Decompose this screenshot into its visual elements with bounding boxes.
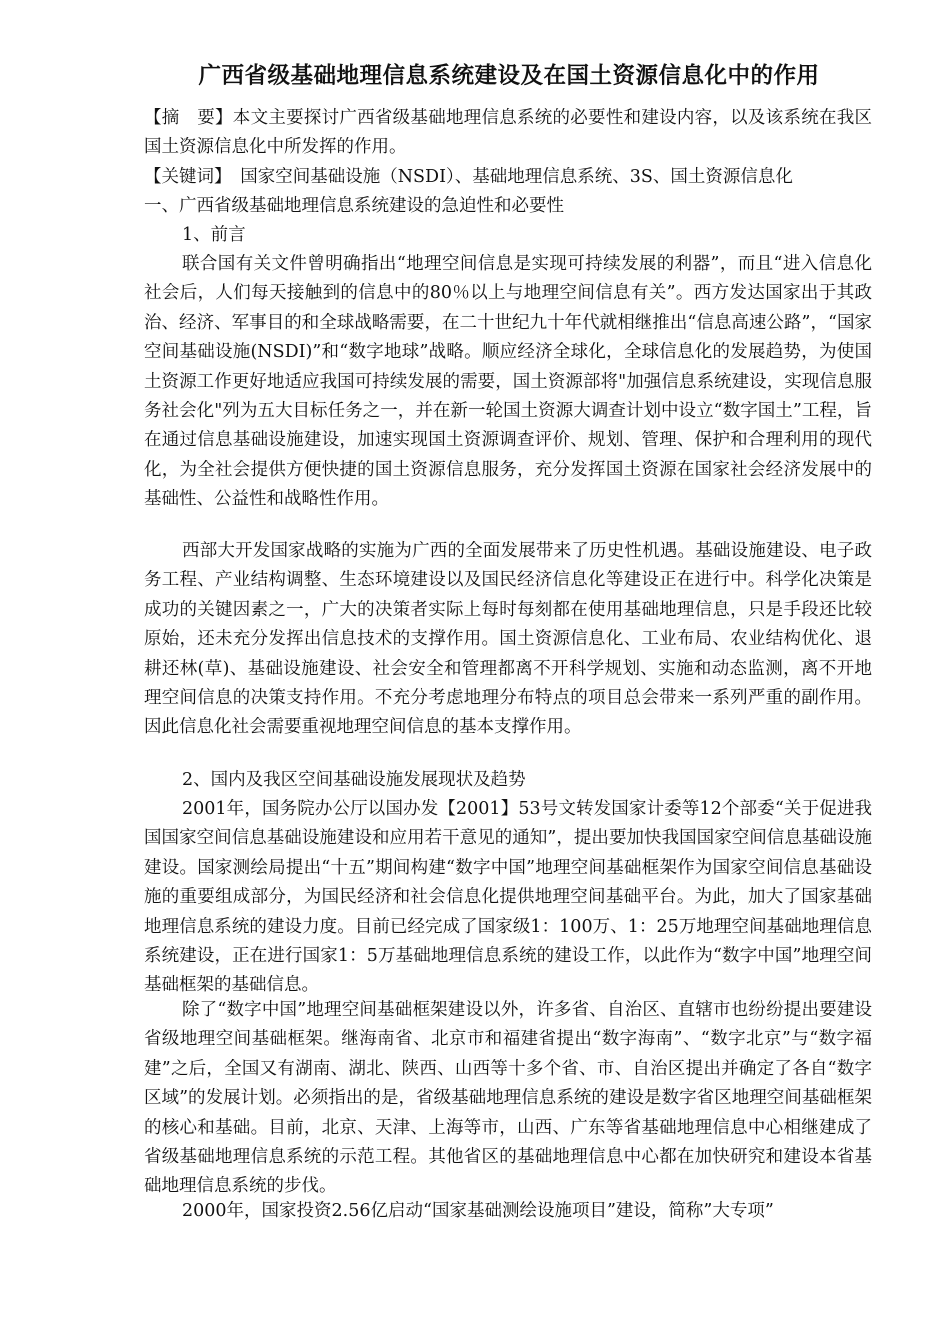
paragraph-western-development: 西部大开发国家战略的实施为广西的全面发展带来了历史性机遇。基础设施建设、电子政务工程、产业结构调整、生态环境建设以及国民经济信息化等建设正在进行中。科学化决策是成功的关键因素之一，广大的决策者实际上每时每刻都在使用基础地理信息，只是手段还比较原始，还未充分发挥出信息技术的支撑作用。国土资源信息化、工业布局、农业结构优化、退耕还林(草)、基础设施建设、社会安全和管理都离不开科学规划、实施和动态监测，离不开地理空间信息的决策支持作用。不充分考虑地理分布特点的项目总会带来一系列严重的副作用。因此信息化社会需要重视地理空间信息的基本支撑作用。 (144, 541, 872, 738)
paragraph-2001-notice: 2001年，国务院办公厅以国办发【2001】53号文转发国家计委等12个部委“关于促进我国国家空间信息基础设施建设和应用若干意见的通知”，提出要加快我国国家空间信息基础设施建设。国家测绘局提出“十五”期间构建“数字中国”地理空间基础框架作为国家空间信息基础设施的重要组成部分，为国民经济和社会信息化提供地理空间基础平台。为此，加大了国家基础地理信息系统的建设力度。目前已经完成了国家级1：100万、1：25万地理空间基础地理信息系统建设，正在进行国家1：5万基础地理信息系统的建设工作，以此作为“数字中国”地理空间基础框架的基础信息。 (144, 799, 872, 996)
keywords-line: 【关键词】 国家空间基础设施（NSDI）、基础地理信息系统、3S、国土资源信息化 (144, 167, 793, 187)
abstract-paragraph: 【摘 要】本文主要探讨广西省级基础地理信息系统的必要性和建设内容，以及该系统在我区国土资源信息化中所发挥的作用。 (144, 108, 872, 158)
document-title: 广西省级基础地理信息系统建设及在国土资源信息化中的作用 (198, 63, 820, 89)
paragraph-provincial-frameworks: 除了“数字中国”地理空间基础框架建设以外，许多省、自治区、直辖市也纷纷提出要建设省级地理空间基础框架。继海南省、北京市和福建省提出“数字海南”、“数字北京”与“数字福建”之后，全国又有湖南、湖北、陕西、山西等十多个省、市、自治区提出并确定了各自“数字区域”的发展计划。必须指出的是，省级基础地理信息系统的建设是数字省区地理空间基础框架的核心和基础。目前，北京、天津、上海等市，山西、广东等省基础地理信息中心相继建成了省级基础地理信息系统的示范工程。其他省区的基础地理信息中心都在加快研究和建设本省基础地理信息系统的步伐。 (144, 1000, 872, 1197)
paragraph-intro: 联合国有关文件曾明确指出“地理空间信息是实现可持续发展的利器”，而且“进入信息化社会后，人们每天接触到的信息中的80％以上与地理空间信息有关”。西方发达国家出于其政治、经济、军事目的和全球战略需要，在二十世纪九十年代就相继推出“信息高速公路”，“国家空间基础设施(NSDI)”和“数字地球”战略。顺应经济全球化，全球信息化的发展趋势，为使国土资源工作更好地适应我国可持续发展的需要，国土资源部将"加强信息系统建设，实现信息服务社会化"列为五大目标任务之一，并在新一轮国土资源大调查计划中设立“数字国土”工程，旨在通过信息基础设施建设，加速实现国土资源调查评价、规划、管理、保护和合理利用的现代化，为全社会提供方便快捷的国土资源信息服务，充分发挥国土资源在国家社会经济发展中的基础性、公益性和战略性作用。 (144, 254, 872, 510)
subsection-heading-2: 2、国内及我区空间基础设施发展现状及趋势 (182, 770, 526, 790)
section-heading-1: 一、广西省级基础地理信息系统建设的急迫性和必要性 (144, 196, 564, 216)
subsection-heading-1: 1、前言 (182, 225, 246, 245)
paragraph-2000-investment: 2000年，国家投资2.56亿启动“国家基础测绘设施项目”建设，简称”大专项” (182, 1201, 774, 1221)
